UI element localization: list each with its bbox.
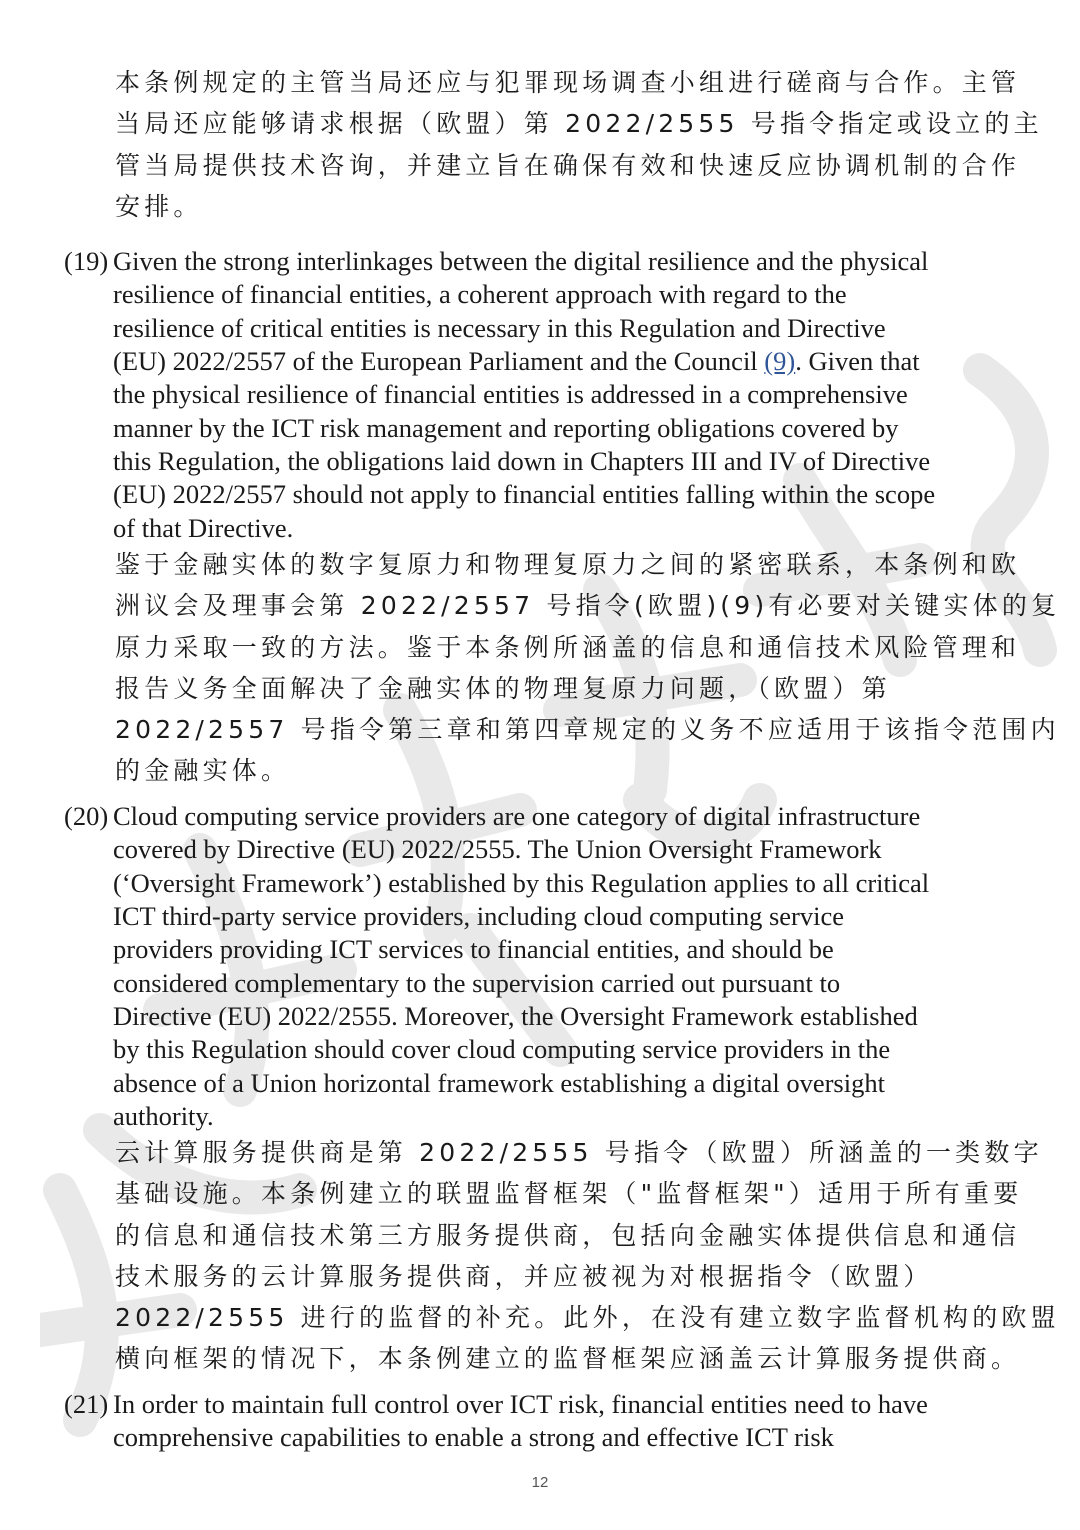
- text-line: 基础设施。本条例建立的联盟监督框架（"监督框架"）适用于所有重要: [115, 1179, 1023, 1209]
- text-line: providers providing ICT services to financial entities, and should be: [113, 934, 834, 965]
- text-line: of that Directive.: [113, 512, 294, 543]
- paragraph-20-english: [113, 800, 1023, 1133]
- text-line: ICT third-party service providers, including cloud computing service: [113, 901, 845, 932]
- text-line: by this Regulation should cover cloud computing service providers in the: [113, 1034, 891, 1065]
- text-line: Directive (EU) 2022/2555. Moreover, the Oversight Framework established: [113, 1001, 918, 1032]
- paragraph-19-english: [113, 245, 1023, 545]
- text-line: In order to maintain full control over ICT risk, financial entities need to have: [113, 1389, 928, 1419]
- text-line: resilience of critical entities is necessary in this Regulation and Directive: [113, 312, 886, 343]
- text-line: 云计算服务提供商是第 2022/2555 号指令（欧盟）所涵盖的一类数字: [115, 1138, 1043, 1167]
- text-line: resilience of financial entities, a coherent approach with regard to the: [113, 279, 847, 310]
- text-line: the physical resilience of financial entities is addressed in a comprehensive: [113, 379, 908, 410]
- paragraph-number-21: (21): [64, 1389, 109, 1419]
- text-line: 当局还应能够请求根据（欧盟）第 2022/2555 号指令指定或设立的主: [115, 109, 1043, 139]
- text-line: authority.: [113, 1101, 214, 1132]
- paragraph-number-19: (19): [64, 246, 109, 276]
- text-line: 的金融实体。: [115, 756, 291, 786]
- text-segment: . Given that: [795, 346, 920, 377]
- text-line: considered complementary to the supervision carried out pursuant to: [113, 967, 841, 998]
- text-line: 管当局提供技术咨询，并建立旨在确保有效和快速反应协调机制的合作: [115, 150, 1021, 180]
- text-line: manner by the ICT risk management and reporting obligations covered by: [113, 412, 899, 443]
- footnote-link-9[interactable]: (9): [764, 346, 796, 377]
- paragraph-21-english: [113, 1388, 1023, 1455]
- text-line: comprehensive capabilities to enable a strong and effective ICT risk: [113, 1422, 834, 1453]
- paragraph-number-20: (20): [64, 801, 109, 831]
- text-line: 横向框架的情况下，本条例建立的监督框架应涵盖云计算服务提供商。: [115, 1344, 1021, 1374]
- zh-continuation-paragraph: [115, 62, 1043, 227]
- text-line: (EU) 2022/2557 should not apply to financial entities falling within the scope: [113, 479, 936, 510]
- text-line: 鉴于金融实体的数字复原力和物理复原力之间的紧密联系，本条例和欧: [115, 550, 1021, 579]
- page-number: 12: [531, 1474, 549, 1491]
- text-line: 本条例规定的主管当局还应与犯罪现场调查小组进行磋商与合作。主管: [115, 68, 1021, 97]
- text-line: 的信息和通信技术第三方服务提供商，包括向金融实体提供信息和通信: [115, 1220, 1021, 1250]
- text-line: 报告义务全面解决了金融实体的物理复原力问题，（欧盟）第: [115, 673, 891, 703]
- text-line: absence of a Union horizontal framework establishing a digital oversight: [113, 1067, 885, 1098]
- text-line: covered by Directive (EU) 2022/2555. The Union Oversight Framework: [113, 834, 882, 865]
- text-line: 2022/2555 进行的监督的补充。此外，在没有建立数字监督机构的欧盟: [115, 1303, 1060, 1333]
- text-line: (‘Oversight Framework’) established by this Regulation applies to all critical: [113, 867, 930, 898]
- text-line: 安排。: [115, 191, 203, 221]
- paragraph-20-chinese: [115, 1132, 1060, 1380]
- text-line: Cloud computing service providers are one category of digital infrastructure: [113, 801, 921, 831]
- text-line: 洲议会及理事会第 2022/2557 号指令(欧盟)(9)有必要对关键实体的复: [115, 591, 1061, 621]
- text-segment: (EU) 2022/2557 of the European Parliament and the Council: [113, 346, 765, 377]
- text-line: [113, 345, 1023, 378]
- paragraph-19-chinese: [115, 544, 1061, 792]
- text-line: 原力采取一致的方法。鉴于本条例所涵盖的信息和通信技术风险管理和: [115, 632, 1021, 662]
- text-line: this Regulation, the obligations laid down in Chapters III and IV of Directive: [113, 446, 931, 477]
- text-line: 技术服务的云计算服务提供商，并应被视为对根据指令（欧盟）: [115, 1261, 933, 1291]
- text-line: 2022/2557 号指令第三章和第四章规定的义务不应适用于该指令范围内: [115, 715, 1060, 745]
- text-line: Given the strong interlinkages between the digital resilience and the physical: [113, 246, 929, 276]
